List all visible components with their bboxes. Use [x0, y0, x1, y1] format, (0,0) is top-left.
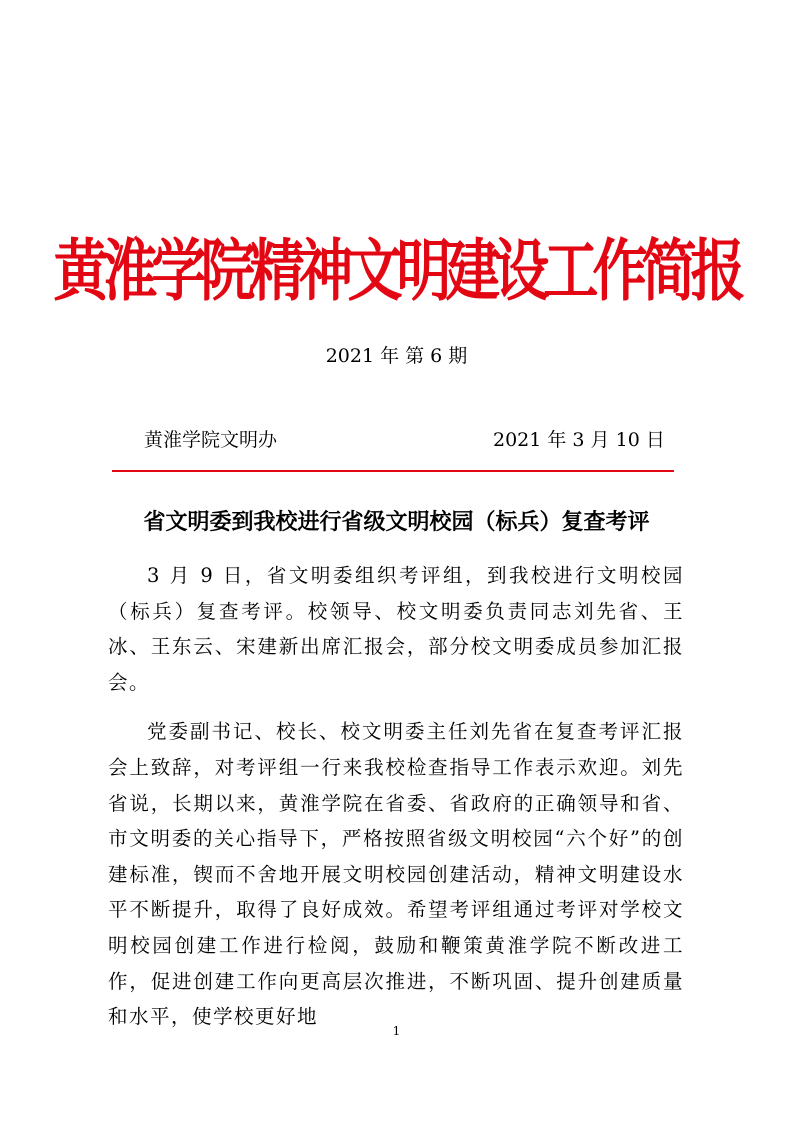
issue-date: 2021 年 3 月 10 日: [493, 429, 665, 451]
article-body: [108, 558, 684, 1049]
page-number: 1: [392, 1024, 401, 1038]
red-divider: [112, 470, 674, 472]
article-headline: 省文明委到我校进行省级文明校园（标兵）复查考评: [143, 509, 650, 535]
masthead-title: 黄淮学院精神文明建设工作简报: [53, 230, 740, 310]
issue-number: 2021 年 第 6 期: [325, 345, 468, 367]
article-paragraph: 3 月 9 日，省文明委组织考评组，到我校进行文明校园（标兵）复查考评。校领导、校文明委负责同志刘先省、王冰、王东云、宋建新出席汇报会，部分校文明委成员参加汇报会。: [108, 564, 684, 694]
issuer-name: 黄淮学院文明办: [144, 429, 278, 451]
article-paragraph: 党委副书记、校长、校文明委主任刘先省在复查考评汇报会上致辞，对考评组一行来我校检查指导工作表示欢迎。刘先省说，长期以来，黄淮学院在省委、省政府的正确领导和省、市文明委的关心指导下，严格按照省级文明校园“六个好”的创建标准，锲而不舍地开展文明校园创建活动，精神文明建设水平不断提升，取得了良好成效。希望考评组通过考评对学校文明校园创建工作进行检阅，鼓励和鞭策黄淮学院不断改进工作，促进创建工作向更高层次推进，不断巩固、提升创建质量和水平，使学校更好地: [108, 720, 684, 1029]
